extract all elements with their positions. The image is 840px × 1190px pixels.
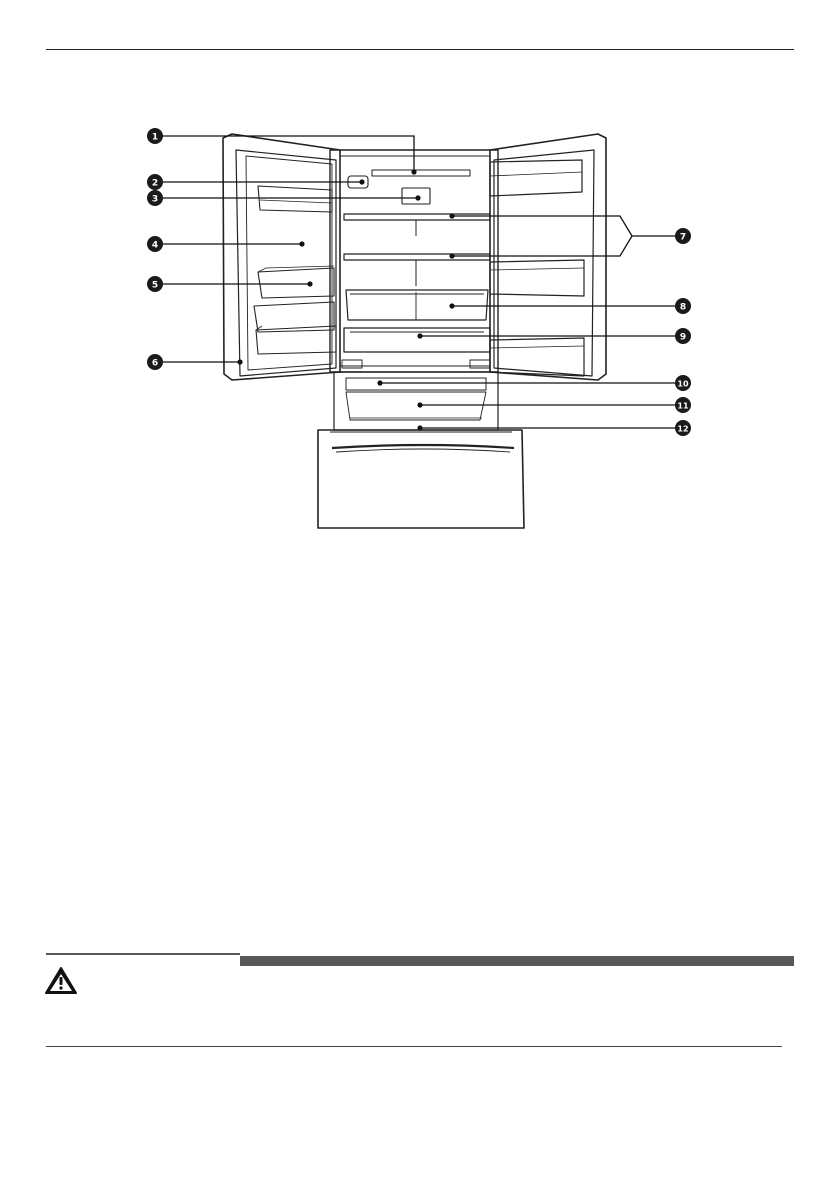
right-door-bin-lower	[490, 338, 584, 376]
right-door-bin-upper	[490, 160, 582, 196]
left-door-bin-lower	[254, 302, 334, 332]
callout-11	[675, 397, 691, 413]
ice-tray-shelf	[346, 378, 486, 390]
callout-10-label: 10	[677, 379, 689, 389]
hinge-right	[470, 360, 490, 368]
callout-5-label: 5	[151, 280, 159, 291]
callout-5	[147, 276, 163, 292]
callout-2-label: 2	[151, 178, 159, 189]
left-door-bin-middle	[258, 268, 334, 298]
callout-6	[147, 354, 163, 370]
callout-9	[675, 328, 691, 344]
warning-header-bar	[240, 956, 794, 966]
callout-2	[147, 174, 163, 190]
hinge-left	[342, 360, 362, 368]
shelf-upper	[344, 214, 490, 220]
left-door-outer	[223, 134, 340, 380]
callout-11-label: 11	[677, 401, 689, 411]
right-door-inner	[494, 150, 594, 376]
callout-7-label: 7	[679, 232, 687, 243]
right-door-outer	[490, 134, 606, 380]
callout-3-label: 3	[151, 194, 159, 205]
callout-10	[675, 375, 691, 391]
freezer-basket	[346, 392, 486, 420]
warning-header-thin	[46, 953, 240, 955]
callout-12-label: 12	[677, 424, 689, 434]
warning-triangle-icon	[44, 966, 78, 996]
crisper-drawers	[346, 290, 488, 320]
shelf-lower	[344, 254, 490, 260]
callout-9-label: 9	[679, 332, 687, 343]
right-door-bin-middle	[490, 260, 584, 296]
callout-12	[675, 420, 691, 436]
cabinet-outer	[330, 150, 498, 372]
freezer-cabinet	[334, 372, 498, 430]
callout-1	[147, 128, 163, 144]
footer-rule	[46, 1046, 782, 1047]
callout-6-label: 6	[151, 358, 159, 369]
callout-8	[675, 298, 691, 314]
callout-4-label: 4	[151, 240, 159, 251]
freezer-drawer-handle	[332, 445, 514, 448]
callout-1-label: 1	[151, 132, 159, 143]
callout-4	[147, 236, 163, 252]
top-light	[372, 170, 470, 176]
callout-7	[675, 228, 691, 244]
inner-display	[402, 188, 430, 204]
callout-3	[147, 190, 163, 206]
callout-8-label: 8	[679, 302, 687, 313]
left-door-bin-upper	[258, 186, 332, 212]
refrigerator-diagram	[0, 0, 840, 560]
left-door-inner	[236, 150, 336, 376]
